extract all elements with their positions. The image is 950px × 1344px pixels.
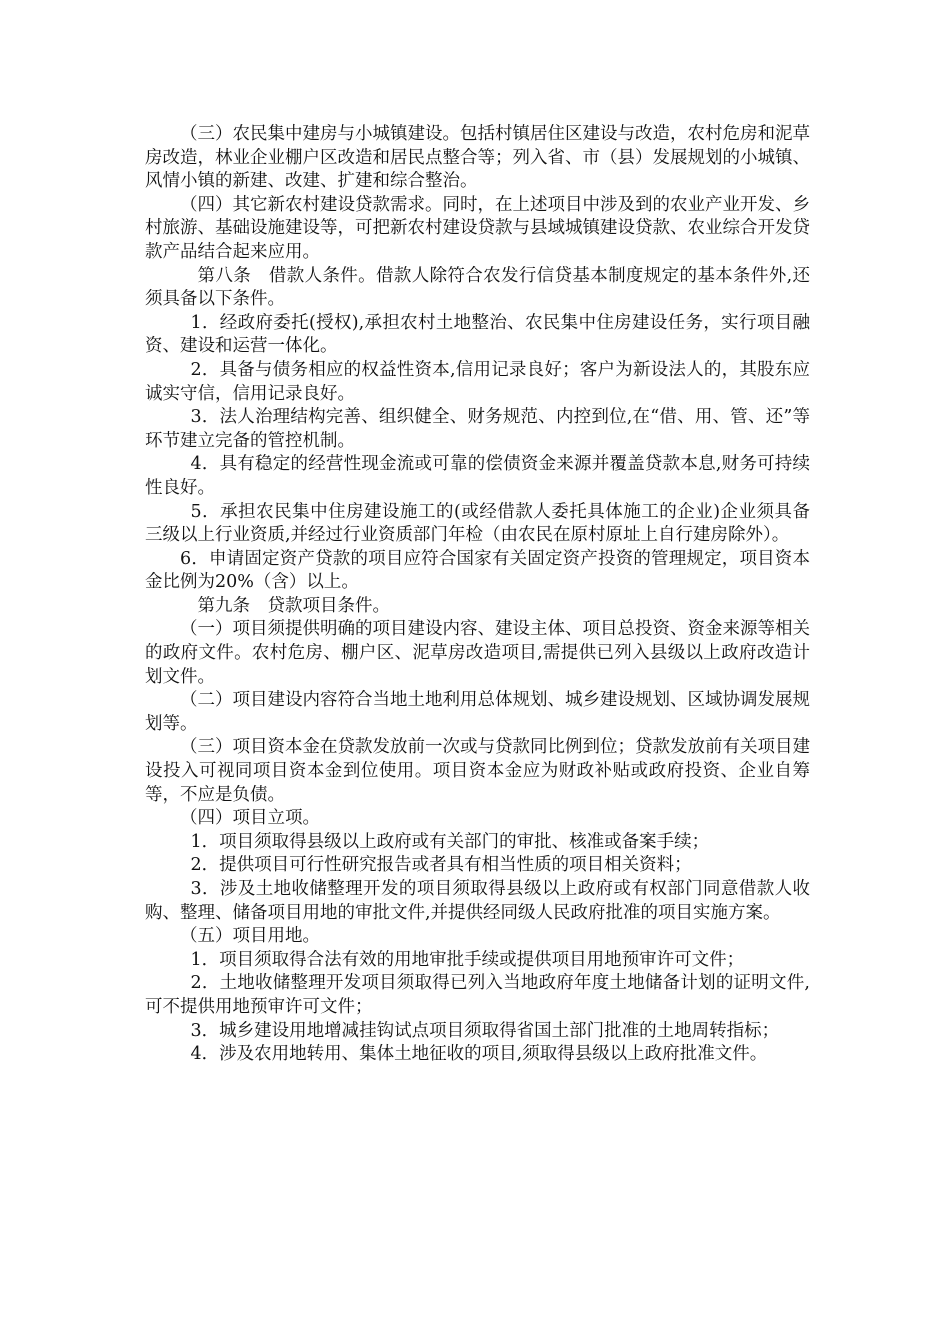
document-body: [145, 123, 810, 1067]
paragraph-article-9-section-3: （三）项目资本金在贷款发放前一次或与贷款同比例到位；贷款发放前有关项目建设投入可视同项目资本金到位使用。项目资本金应为财政补贴或政府投资、企业自筹等，不应是负债。: [145, 737, 810, 805]
paragraph-article-8-item-5: 5．承担农民集中住房建设施工的(或经借款人委托具体施工的企业)企业须具备三级以上行业资质,并经过行业资质部门年检（由农民在原村原址上自行建房除外）。: [145, 501, 810, 546]
paragraph-article-8-item-1: 1．经政府委托(授权),承担农村土地整治、农民集中住房建设任务，实行项目融资、建设和运营一体化。: [145, 312, 810, 357]
paragraph-article-9-section-4: （四）项目立项。: [180, 808, 320, 829]
paragraph-article-8-item-2: 2．具备与债务相应的权益性资本,信用记录良好；客户为新设法人的，其股东应诚实守信，信用记录良好。: [145, 359, 810, 404]
paragraph-article-8-item-6: 6．申请固定资产贷款的项目应符合国家有关固定资产投资的管理规定，项目资本金比例为20%（含）以上。: [145, 548, 810, 593]
paragraph-article-8: 第八条 借款人条件。借款人除符合农发行信贷基本制度规定的基本条件外,还须具备以下条件。: [145, 265, 810, 310]
paragraph-section-5-item-4: 4．涉及农用地转用、集体土地征收的项目,须取得县级以上政府批准文件。: [190, 1044, 768, 1065]
paragraph-section-5-item-3: 3．城乡建设用地增减挂钩试点项目须取得省国土部门批准的土地周转指标；: [190, 1020, 780, 1041]
paragraph-section-5-item-2: 2．土地收储整理开发项目须取得已列入当地政府年度土地储备计划的证明文件,可不提供用地预审许可文件；: [145, 973, 810, 1017]
paragraph-other-loans: （四）其它新农村建设贷款需求。同时，在上述项目中涉及到的农业产业开发、乡村旅游、基础设施建设等，可把新农村建设贷款与县域城镇建设贷款、农业综合开发贷款产品结合起来应用。: [145, 194, 810, 262]
paragraph-section-5-item-1: 1．项目须取得合法有效的用地审批手续或提供项目用地预审许可文件；: [190, 949, 745, 970]
paragraph-article-9-section-5: （五）项目用地。: [180, 926, 320, 947]
paragraph-section-4-item-2: 2．提供项目可行性研究报告或者具有相当性质的项目相关资料；: [190, 855, 692, 876]
paragraph-section-4-item-3: 3．涉及土地收储整理开发的项目须取得县级以上政府或有权部门同意借款人收购、整理、储备项目用地的审批文件,并提供经同级人民政府批准的项目实施方案。: [145, 879, 810, 923]
paragraph-article-9: 第九条 贷款项目条件。: [197, 595, 390, 616]
paragraph-article-8-item-4: 4．具有稳定的经营性现金流或可靠的偿债资金来源并覆盖贷款本息,财务可持续性良好。: [145, 454, 810, 498]
paragraph-section-4-item-1: 1．项目须取得县级以上政府或有关部门的审批、核准或备案手续；: [190, 831, 710, 852]
paragraph-article-8-item-3: 3．法人治理结构完善、组织健全、财务规范、内控到位,在“借、用、管、还”等环节建立完备的管控机制。: [145, 407, 810, 451]
paragraph-article-9-section-1: （一）项目须提供明确的项目建设内容、建设主体、项目总投资、资金来源等相关的政府文件。农村危房、棚户区、泥草房改造项目,需提供已列入县级以上政府改造计划文件。: [145, 619, 810, 687]
paragraph-rural-housing: （三）农民集中建房与小城镇建设。包括村镇居住区建设与改造，农村危房和泥草房改造，林业企业棚户区改造和居民点整合等；列入省、市（县）发展规划的小城镇、风情小镇的新建、改建、扩建和综合整治。: [145, 124, 810, 192]
paragraph-article-9-section-2: （二）项目建设内容符合当地土地利用总体规划、城乡建设规划、区域协调发展规划等。: [145, 690, 810, 734]
